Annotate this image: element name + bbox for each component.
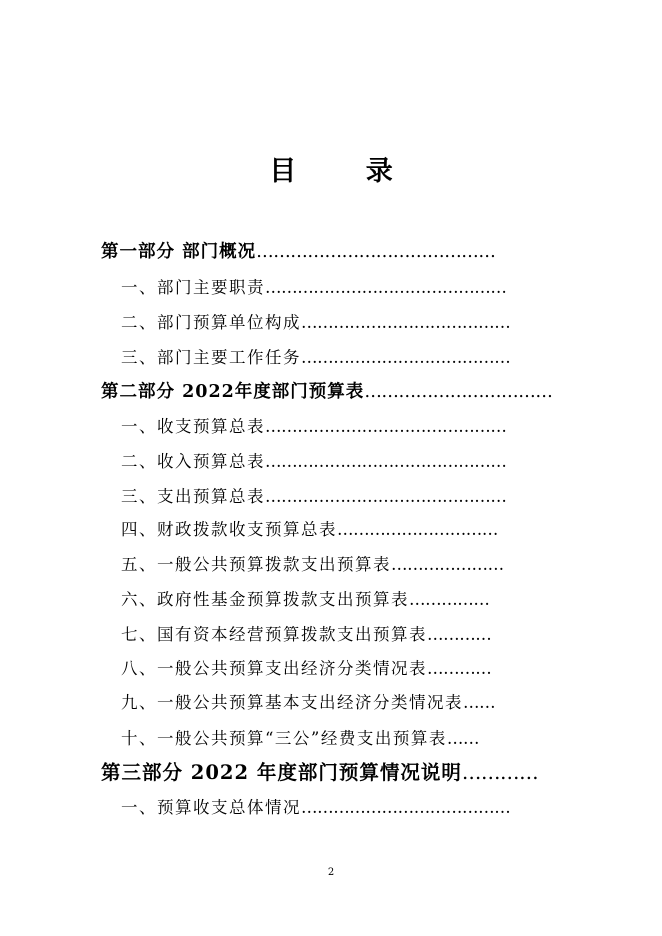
toc-entry-label: 一、部门主要职责 <box>121 278 265 297</box>
page-title: 目 录 <box>269 156 423 187</box>
toc-entry-leader: ……………………………………… <box>265 278 507 297</box>
toc-entry-label: 七、国有资本经营预算拨款支出预算表 <box>121 625 427 644</box>
toc-entry-label: 第一部分 部门概况 <box>101 242 257 262</box>
toc-entry-leader: ……………………………………… <box>265 452 507 471</box>
toc-entry-label: 三、支出预算总表 <box>121 487 265 506</box>
toc-entry-leader: ………… <box>461 761 539 784</box>
toc-entry-2-1[interactable] <box>121 416 507 438</box>
toc-entry-part-2[interactable] <box>101 381 552 403</box>
toc-entry-leader: …………………………… <box>364 382 553 402</box>
toc-entry-leader: ………………… <box>391 555 504 574</box>
toc-entry-leader: ……………………………………… <box>265 417 507 436</box>
toc-entry-2-9[interactable] <box>121 692 495 714</box>
toc-entry-leader: …… <box>446 729 480 748</box>
toc-entry-1-1[interactable] <box>121 277 507 299</box>
toc-entry-label: 一、收支预算总表 <box>121 417 265 436</box>
toc-entry-leader: ………………………………… <box>301 348 511 367</box>
toc-entry-3-1[interactable] <box>121 797 510 819</box>
toc-entry-1-3[interactable] <box>121 347 510 369</box>
toc-entry-1-2[interactable] <box>121 312 510 334</box>
toc-entry-leader: …………… <box>409 590 490 609</box>
toc-entry-leader: ………………………………… <box>301 313 511 332</box>
toc-entry-leader: ………… <box>427 659 492 678</box>
toc-entry-label: 六、政府性基金预算拨款支出预算表 <box>121 590 409 609</box>
toc-entry-leader: ………………………… <box>337 520 499 539</box>
page-number: 2 <box>327 867 335 878</box>
toc-entry-leader: ……………………………………… <box>265 487 507 506</box>
toc-entry-label: 一、预算收支总体情况 <box>121 798 301 817</box>
toc-entry-label: 九、一般公共预算基本支出经济分类情况表 <box>121 693 463 712</box>
toc-entry-2-6[interactable] <box>121 589 490 611</box>
toc-entry-2-10[interactable] <box>121 728 479 750</box>
toc-entry-leader: ………… <box>427 625 492 644</box>
toc-entry-label: 五、一般公共预算拨款支出预算表 <box>121 555 391 574</box>
toc-entry-label: 二、收入预算总表 <box>121 452 265 471</box>
toc-entry-2-3[interactable] <box>121 486 507 508</box>
toc-entry-label: 三、部门主要工作任务 <box>121 348 301 367</box>
toc-entry-2-7[interactable] <box>121 624 491 646</box>
toc-entry-part-1[interactable] <box>101 241 496 263</box>
toc-entry-label: 四、财政拨款收支预算总表 <box>121 520 337 539</box>
toc-entry-label: 二、部门预算单位构成 <box>121 313 301 332</box>
toc-entry-2-8[interactable] <box>121 658 491 680</box>
toc-entry-label: 八、一般公共预算支出经济分类情况表 <box>121 659 427 678</box>
toc-entry-leader: …… <box>463 693 496 712</box>
toc-entry-2-4[interactable] <box>121 519 498 541</box>
toc-entry-label: 十、一般公共预算“三公”经费支出预算表 <box>121 729 447 748</box>
toc-entry-part-3[interactable] <box>101 762 538 784</box>
toc-entry-leader: ………………………………… <box>301 798 511 817</box>
toc-entry-label: 第三部分 2022 年度部门预算情况说明 <box>101 761 462 784</box>
toc-entry-2-5[interactable] <box>121 554 504 576</box>
toc-entry-label: 第二部分 2022年度部门预算表 <box>101 382 365 402</box>
toc-entry-2-2[interactable] <box>121 451 507 473</box>
toc-entry-leader: …………………………………… <box>256 242 496 262</box>
